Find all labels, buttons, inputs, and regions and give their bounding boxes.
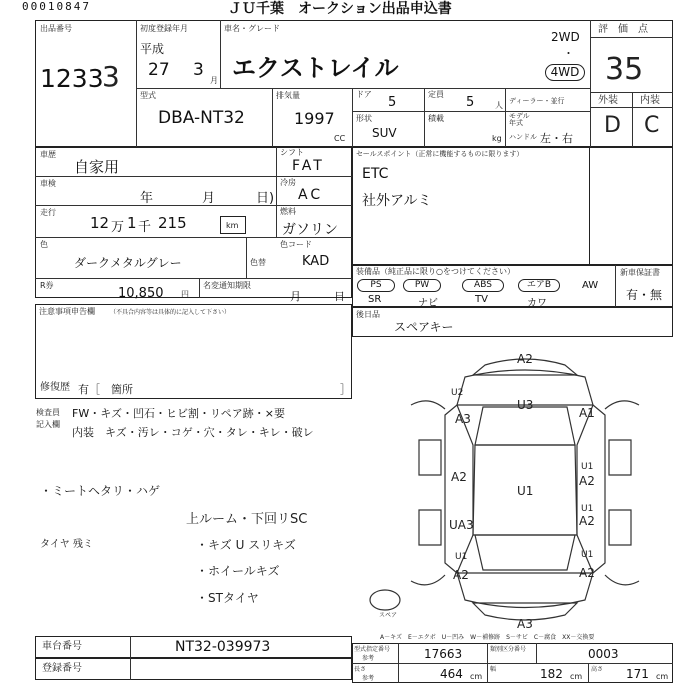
model-code: DBA-NT32 <box>158 108 245 128</box>
shape-value: SUV <box>372 126 397 140</box>
equip-navi: ナビ <box>418 298 438 309</box>
fuel-label: 燃料 <box>280 207 296 216</box>
mileage-rest: 215 <box>158 214 187 232</box>
drive-sep: ・ <box>563 47 574 60</box>
deferred-items-label: 後日品 <box>356 310 380 319</box>
first-reg-month-unit: 月 <box>210 76 218 85</box>
capacity-label: 定員 <box>428 90 444 99</box>
height-value: 171 <box>626 667 649 681</box>
color-change-label: 色替 <box>250 258 266 267</box>
spare-label: スペア <box>379 612 398 619</box>
displacement-label: 排気量 <box>276 91 300 100</box>
length-unit: cm <box>470 672 483 681</box>
equip-sr: SR <box>368 294 382 305</box>
rating-label: 評 価 点 <box>598 24 648 35</box>
registration-row <box>35 658 352 680</box>
dealer-label: ディーラー・並行 <box>509 97 565 105</box>
inspection-year: 年 <box>140 191 154 206</box>
inspector-line-2: 内装 キズ・汚レ・コゲ・穴・タレ・キレ・破レ <box>72 426 314 439</box>
chassis-value: NT32-039973 <box>175 639 271 655</box>
class-value: 0003 <box>588 647 619 661</box>
mark-right-lower-2: A2 <box>579 514 595 528</box>
history-label: 車歴 <box>40 150 56 159</box>
rating-int-label: 内装 <box>640 95 660 106</box>
mark-right-mid-1: U1 <box>581 462 594 472</box>
inspection-label: 車検 <box>40 179 56 188</box>
first-reg-label: 初度登録年月 <box>140 24 188 33</box>
capacity-value: 5 <box>466 95 475 110</box>
mark-upper-left-2: A3 <box>455 412 471 426</box>
drive-2wd: 2WD <box>551 30 580 44</box>
handle-value: 左・右 <box>540 132 573 145</box>
inspection-day: 日) <box>256 191 275 206</box>
mark-left-lower: UA3 <box>449 518 474 532</box>
doors-value: 5 <box>388 95 397 110</box>
equip-airbag: エアB <box>518 279 560 292</box>
model-label: 型式 <box>140 91 156 100</box>
name-change-day: 日 <box>334 290 345 303</box>
name-change-label: 名変通知期限 <box>203 281 251 290</box>
equip-aw: AW <box>582 280 599 291</box>
model-spec-value: 17663 <box>424 647 463 661</box>
sales-points-label: セールスポイント（正常に機能するものに限ります） <box>356 150 524 158</box>
mark-upper-right: A1 <box>579 406 595 420</box>
chassis-label: 車台番号 <box>42 641 82 652</box>
note-2: 上ルーム・下回リSC <box>186 512 308 527</box>
inspector-label-1: 検査員 <box>36 408 60 417</box>
mark-right-bottom-1: U1 <box>581 550 594 560</box>
shape-label: 形状 <box>356 114 372 123</box>
inspector-label-2: 記入欄 <box>36 420 60 429</box>
repair-value: 有［ 箇所 <box>78 383 133 396</box>
lot-suffix: 3 <box>102 60 120 93</box>
mark-center-top: U3 <box>517 398 534 412</box>
color-code: KAD <box>302 254 330 269</box>
deferred-items-value: スペアキー <box>394 320 454 334</box>
color-value: ダークメタルグレー <box>74 256 182 270</box>
notes-sub: （不具合内容等は具体的に記入して下さい） <box>110 309 231 316</box>
history-value: 自家用 <box>74 158 120 176</box>
mark-top: A2 <box>517 352 533 366</box>
car-name-label: 車名・グレード <box>224 24 280 33</box>
width-unit: cm <box>570 672 583 681</box>
repair-label: 修復歴 <box>40 382 70 393</box>
shift-label: シフト <box>280 148 304 157</box>
recycle-value: 10,850 <box>118 286 164 301</box>
mark-right-bottom-2: A2 <box>579 566 595 580</box>
mark-left-bottom-1: U1 <box>455 552 468 562</box>
car-name: エクストレイル <box>232 54 399 82</box>
repair-close: ］ <box>340 383 351 396</box>
mileage-sen: 1 <box>127 214 137 232</box>
first-reg-month: 3 <box>193 60 204 80</box>
shift-value: FAT <box>292 158 325 174</box>
handle-label: ハンドル <box>509 133 537 141</box>
load-label: 積載 <box>428 114 444 123</box>
note-6: ・STタイヤ <box>196 591 259 605</box>
recycle-label: R券 <box>40 281 54 290</box>
equip-pw: PW <box>403 279 441 292</box>
sales-point-1: ETC <box>362 166 389 182</box>
color-label: 色 <box>40 240 48 249</box>
damage-legend: A－キズ E－エクボ U－凹み W－補修跡 S－サビ C－腐食 XX－交換要 <box>380 634 595 641</box>
header-serial: 00010847 <box>22 0 91 13</box>
aircon-value: AC <box>298 187 324 203</box>
load-unit: kg <box>492 134 502 143</box>
class-label: 類別区分番号 <box>490 646 527 653</box>
width-label: 幅 <box>490 666 497 673</box>
model-spec-label: 型式指定番号 <box>354 646 391 653</box>
displacement-value: 1997 <box>294 109 335 128</box>
first-reg-year: 27 <box>148 60 170 80</box>
sales-point-2: 社外アルミ <box>362 193 432 209</box>
note-4: ・キズ U スリキズ <box>196 538 296 552</box>
mark-left-mid: A2 <box>451 470 467 484</box>
mark-upper-left-1: U2 <box>451 388 464 398</box>
equip-ps: PS <box>357 279 395 292</box>
inspector-line-1: FW・キズ・凹石・ヒビ割・リペア跡・×要 <box>72 407 285 420</box>
mileage-label: 走行 <box>40 208 56 217</box>
equip-leather: カワ <box>527 298 547 309</box>
lot-label: 出品番号 <box>40 24 72 33</box>
rating-ext: D <box>604 113 621 138</box>
model-year-label: モデル 年式 <box>509 112 530 127</box>
ref-label-2: 参考 <box>362 675 375 682</box>
aircon-label: 冷房 <box>280 178 296 187</box>
warranty-label: 新車保証書 <box>620 268 660 277</box>
equip-tv: TV <box>475 294 488 305</box>
doors-label: ドア <box>356 90 372 99</box>
color-code-label: 色コード <box>280 240 312 249</box>
note-5: ・ホイールキズ <box>196 564 280 578</box>
lot-number: 1233 <box>40 64 104 93</box>
capacity-unit: 人 <box>495 101 503 110</box>
length-value: 464 <box>440 667 463 681</box>
notes-label: 注意事項申告欄 <box>39 307 95 316</box>
page-title: ＪＵ千葉 オークション出品申込書 <box>228 1 452 17</box>
rating-ext-label: 外装 <box>598 95 618 106</box>
first-reg-era: 平成 <box>140 42 165 56</box>
registration-label: 登録番号 <box>42 663 82 674</box>
mileage-unit: km <box>226 221 239 230</box>
fuel-value: ガソリン <box>282 222 338 238</box>
width-value: 182 <box>540 667 563 681</box>
ref-label-1: 参考 <box>362 655 375 662</box>
mark-center: U1 <box>517 484 534 498</box>
height-unit: cm <box>656 672 669 681</box>
mileage-man-unit: 万 <box>111 220 125 235</box>
note-3: タイヤ 残ミ <box>40 539 93 550</box>
mark-right-mid-2: A2 <box>579 474 595 488</box>
rating-score: 35 <box>605 52 644 87</box>
car-damage-diagram <box>405 345 645 630</box>
rating-int: C <box>644 113 660 138</box>
warranty-value: 有・無 <box>626 288 663 302</box>
length-label: 長さ <box>354 666 367 673</box>
inspection-month: 月 <box>202 191 216 206</box>
mark-bottom: A3 <box>517 617 533 630</box>
mileage-man: 12 <box>90 214 110 232</box>
note-1: ・ミートヘタリ・ハゲ <box>40 484 161 498</box>
mark-left-bottom-2: A2 <box>453 568 469 582</box>
name-change-month: 月 <box>290 290 301 303</box>
recycle-unit: 円 <box>181 290 189 299</box>
equip-abs: ABS <box>462 279 504 292</box>
mark-right-lower-1: U1 <box>581 504 594 514</box>
mileage-sen-unit: 千 <box>138 220 152 235</box>
drive-4wd: 4WD <box>545 64 585 81</box>
height-label: 高さ <box>591 666 604 673</box>
equipment-label: 装備品（純正品に限り○をつけてください） <box>356 267 515 276</box>
displacement-unit: CC <box>334 134 346 143</box>
